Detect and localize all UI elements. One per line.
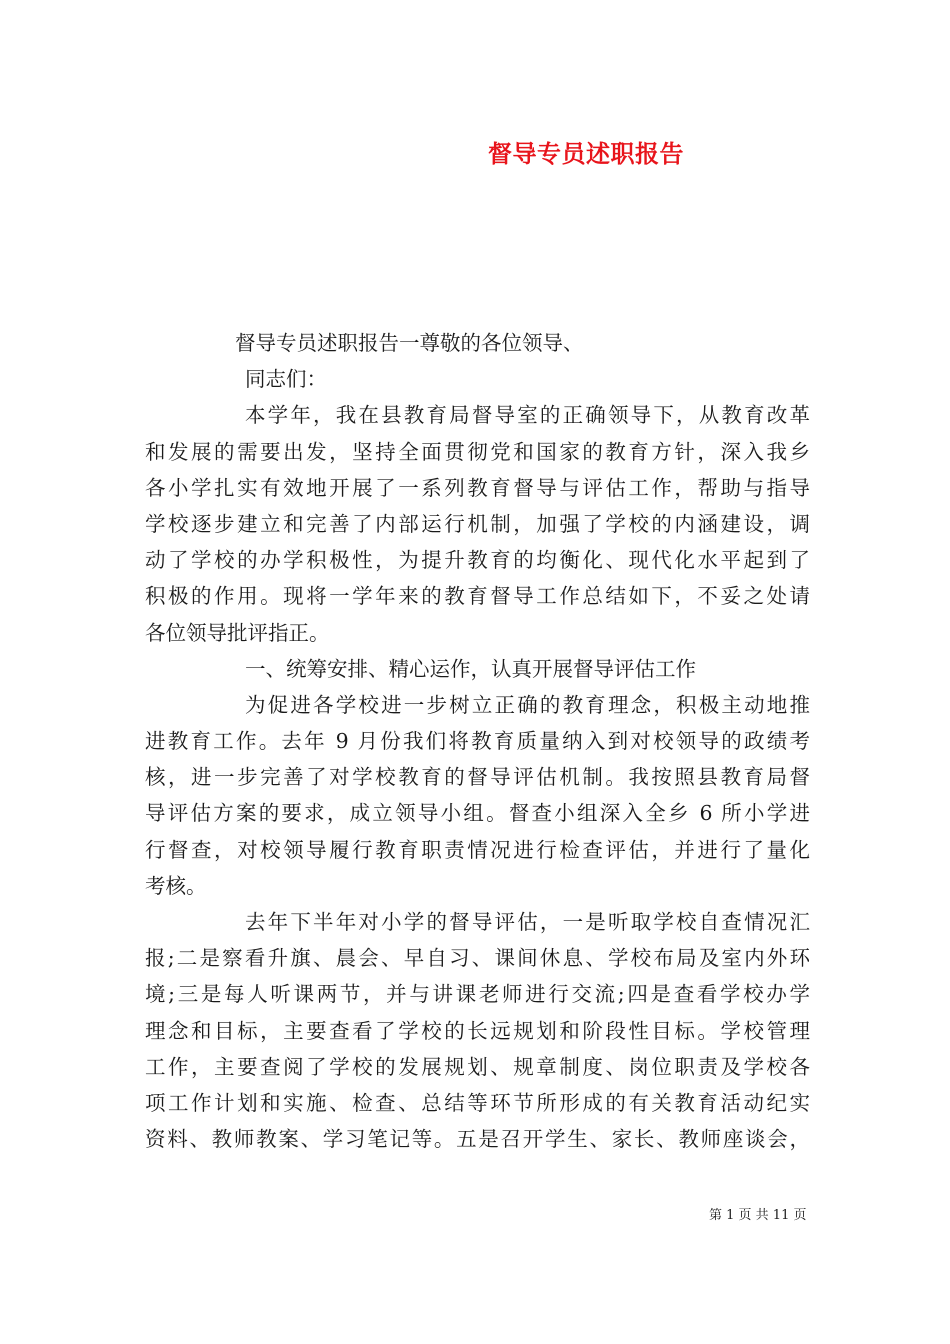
paragraph-line: 本学年，我在县教育局督导室的正确领导下，从教育改革 [245,403,810,428]
paragraph-line: 工作，主要查阅了学校的发展规划、规章制度、岗位职责及学校各 [145,1054,810,1079]
paragraph-line: 和发展的需要出发，坚持全面贯彻党和国家的教育方针，深入我乡 [145,439,810,464]
paragraph-line: 理念和目标，主要查看了学校的长远规划和阶段性目标。学校管理 [145,1018,810,1043]
paragraph-line: 各小学扎实有效地开展了一系列教育督导与评估工作，帮助与指导 [145,475,810,500]
page-number: 第 1 页 共 11 页 [709,1208,807,1223]
paragraph-line: 去年下半年对小学的督导评估，一是听取学校自查情况汇 [245,910,810,934]
paragraph-line: 核，进一步完善了对学校教育的督导评估机制。我按照县教育局督 [145,765,810,790]
paragraph-line: 行督查，对校领导履行教育职责情况进行检查评估，并进行了量化 [145,837,810,862]
paragraph-line: 境;三是每人听课两节，并与讲课老师进行交流;四是查看学校办学 [145,982,810,1007]
paragraph-line: 积极的作用。现将一学年来的教育督导工作总结如下，不妥之处请 [145,584,810,609]
paragraph-line: 导评估方案的要求，成立领导小组。督查小组深入全乡 6 所小学进 [145,801,810,826]
paragraph-line: 为促进各学校进一步树立正确的教育理念，积极主动地推 [245,692,810,717]
paragraph-line: 进教育工作。去年 9 月份我们将教育质量纳入到对校领导的政绩考 [145,729,810,754]
greeting-line: 督导专员述职报告一尊敬的各位领导、 [235,331,584,355]
paragraph-line: 资料、教师教案、学习笔记等。五是召开学生、家长、教师座谈会， [145,1127,810,1152]
paragraph-line: 报;二是察看升旗、晨会、早自习、课间休息、学校布局及室内外环 [145,946,810,971]
salutation-line: 同志们： [245,367,327,392]
paragraph-line: 各位领导批评指正。 [145,620,330,645]
section-heading: 一、统筹安排、精心运作，认真开展督导评估工作 [245,656,696,681]
paragraph-line: 动了学校的办学积极性，为提升教育的均衡化、现代化水平起到了 [145,548,810,573]
paragraph-line: 项工作计划和实施、检查、总结等环节所形成的有关教育活动纪实 [145,1090,810,1115]
document-body [145,325,810,1157]
paragraph-line: 考核。 [145,873,207,898]
paragraph-line: 学校逐步建立和完善了内部运行机制，加强了学校的内涵建设，调 [145,511,810,536]
document-title: 督导专员述职报告 [488,139,684,168]
